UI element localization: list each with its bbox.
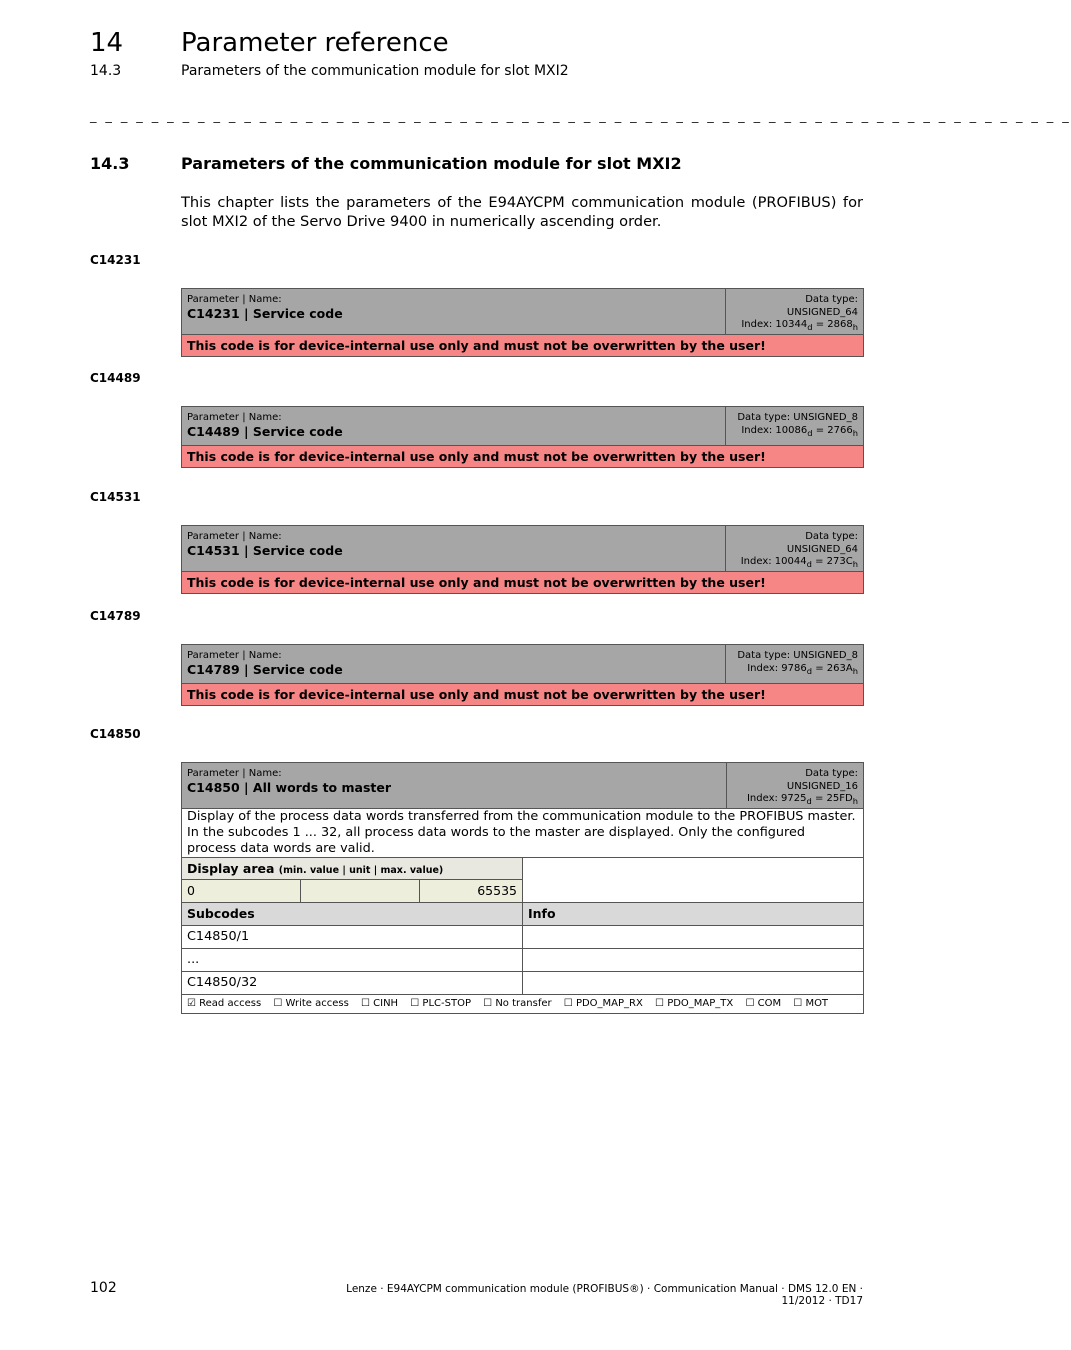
code-label-c14531: C14531 — [90, 490, 141, 504]
data-type: Data type: UNSIGNED_8 — [737, 650, 858, 661]
checkbox-checked-icon: ☑ — [187, 997, 196, 1009]
index: Index: $9786_d = 263A_h$ — [747, 662, 858, 676]
subcode-row: ... — [182, 948, 523, 971]
chapter-title: Parameter reference — [181, 28, 449, 58]
param-table-c14531 — [181, 525, 864, 594]
max-value: 65535 — [420, 880, 522, 902]
subcode-row: C14850/1 — [182, 925, 523, 948]
checkbox-icon: ☐ — [410, 997, 420, 1009]
section-title: Parameters of the communication module for slot MXI2 — [181, 154, 682, 173]
page-number: 102 — [90, 1280, 117, 1296]
warning-text: This code is for device-internal use only and must not be overwritten by the user! — [182, 334, 864, 356]
data-type: Data type: UNSIGNED_64 — [786, 294, 858, 318]
subcode-info — [523, 925, 864, 948]
data-type: Data type: UNSIGNED_64 — [786, 531, 858, 555]
data-type: Data type: UNSIGNED_8 — [737, 412, 858, 423]
flag-read-access: ☑ Read access — [187, 997, 262, 1009]
param-label: Parameter | Name: — [187, 294, 282, 305]
code-label-c14789: C14789 — [90, 609, 141, 623]
checkbox-icon: ☐ — [793, 997, 803, 1009]
display-area-blank — [523, 857, 864, 902]
param-table-c14231 — [181, 288, 864, 357]
subcode-info — [523, 948, 864, 971]
param-table-c14789 — [181, 644, 864, 706]
flag-no-transfer: ☐ No transfer — [483, 997, 552, 1009]
access-flags — [182, 994, 864, 1013]
subcode-info — [523, 971, 864, 994]
checkbox-icon: ☐ — [745, 997, 755, 1009]
warning-text: This code is for device-internal use only and must not be overwritten by the user! — [182, 571, 864, 593]
header-section-title: Parameters of the communication module for slot MXI2 — [181, 63, 569, 79]
info-header: Info — [523, 902, 864, 925]
subcodes-header: Subcodes — [182, 902, 523, 925]
param-label: Parameter | Name: — [187, 531, 282, 542]
param-label: Parameter | Name: — [187, 768, 282, 779]
index: Index: $9725_d = 25FD_h$ — [746, 793, 858, 806]
min-value: 0 — [182, 880, 301, 902]
checkbox-icon: ☐ — [273, 997, 283, 1009]
code-label-c14231: C14231 — [90, 253, 141, 267]
checkbox-icon: ☐ — [483, 997, 493, 1009]
flag-cinh: ☐ CINH — [360, 997, 399, 1009]
display-area-note: (min. value | unit | max. value) — [278, 864, 444, 876]
section-number: 14.3 — [90, 154, 130, 173]
param-name: C14789 | Service code — [187, 662, 343, 677]
warning-text: This code is for device-internal use only and must not be overwritten by the user! — [182, 684, 864, 706]
chapter-number: 14 — [90, 28, 124, 58]
checkbox-icon: ☐ — [655, 997, 665, 1009]
param-description: Display of the process data words transferred from the communication module to the PROFIBUS master. In the subcodes 1 ... 32, all process data words to the master are displayed. Only the configured process data words are valid. — [182, 808, 864, 857]
flag-pdo-map-tx: ☐ PDO_MAP_TX — [655, 997, 734, 1009]
unit-value — [301, 880, 420, 902]
checkbox-icon: ☐ — [360, 997, 370, 1009]
param-table-c14489 — [181, 406, 864, 468]
footer-text: Lenze · E94AYCPM communication module (PROFIBUS®) · Communication Manual · DMS 12.0 EN · 11/2012 · TD17 — [346, 1283, 863, 1307]
code-label-c14489: C14489 — [90, 371, 141, 385]
display-area-label: Display area — [187, 860, 275, 876]
param-name: C14850 | All words to master — [187, 780, 391, 795]
param-name: C14531 | Service code — [187, 543, 343, 558]
section-intro: This chapter lists the parameters of the E94AYCPM communication module (PROFIBUS) for slot MXI2 of the Servo Drive 9400 in numerically ascending order. — [181, 194, 863, 230]
param-name: C14489 | Service code — [187, 424, 343, 439]
param-table-c14850 — [181, 762, 864, 1014]
index: Index: $10344_d = 2868_h$ — [741, 319, 858, 332]
display-area — [182, 857, 523, 902]
param-label: Parameter | Name: — [187, 412, 282, 423]
flag-pdo-map-rx: ☐ PDO_MAP_RX — [563, 997, 643, 1009]
flag-com: ☐ COM — [745, 997, 782, 1009]
flag-write-access: ☐ Write access — [273, 997, 349, 1009]
param-label: Parameter | Name: — [187, 650, 282, 661]
code-label-c14850: C14850 — [90, 727, 141, 741]
subcode-row: C14850/32 — [182, 971, 523, 994]
flag-mot: ☐ MOT — [793, 997, 829, 1009]
flag-plc-stop: ☐ PLC-STOP — [410, 997, 471, 1009]
header-rule: _ _ _ _ _ _ _ _ _ _ _ _ _ _ _ _ _ _ _ _ _ _ _ _ _ _ _ _ _ _ _ _ _ _ _ _ _ _ _ _ _ _ _ _ _ _ _ _ _ _ _ _ _ _ _ _ _ _ _ _ _ _ _ _ — [90, 109, 1071, 124]
checkbox-icon: ☐ — [563, 997, 573, 1009]
index: Index: $10086_d = 2766_h$ — [741, 424, 858, 438]
data-type: Data type: UNSIGNED_16 — [786, 768, 858, 792]
param-name: C14231 | Service code — [187, 306, 343, 321]
index: Index: $10044_d = 273C_h$ — [740, 556, 858, 569]
header-section-number: 14.3 — [90, 63, 122, 79]
warning-text: This code is for device-internal use only and must not be overwritten by the user! — [182, 446, 864, 468]
